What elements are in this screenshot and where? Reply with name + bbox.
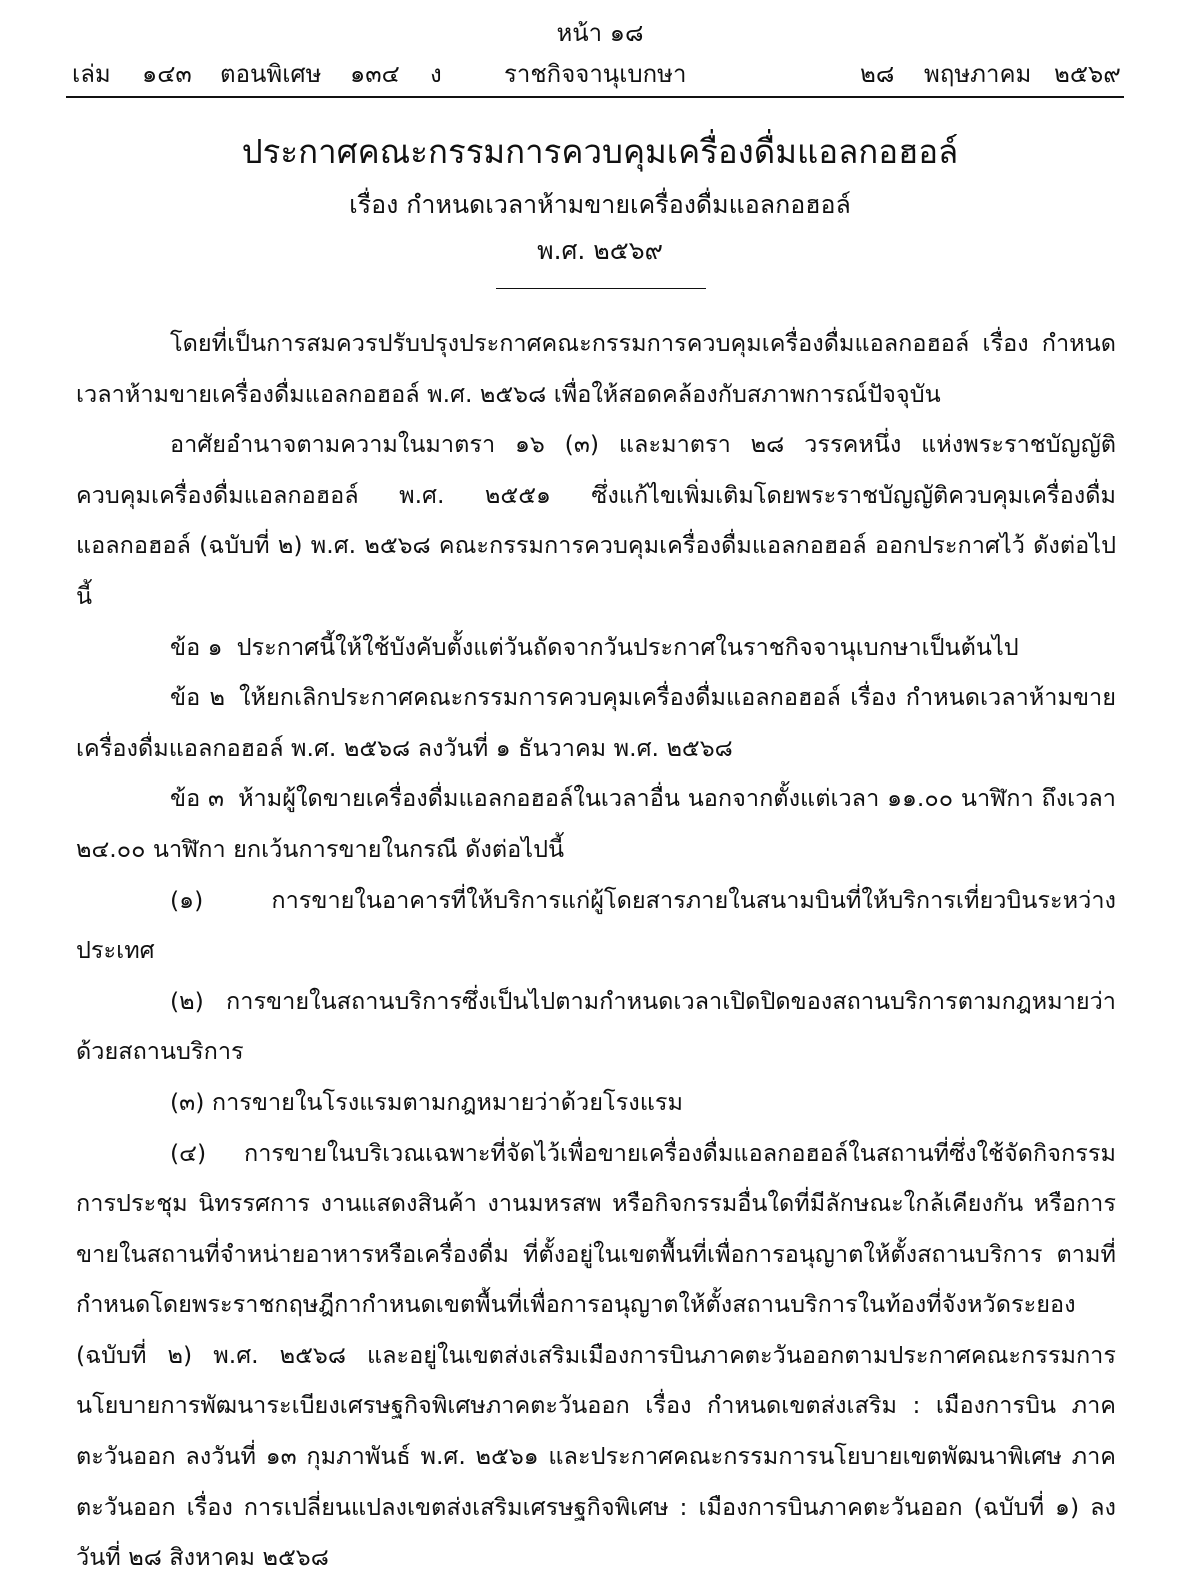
date-year: ๒๕๖๙ (1054, 60, 1121, 88)
issue-number: ๑๓๔ (350, 60, 400, 88)
date-month: พฤษภาคม (924, 60, 1032, 88)
exception-item-3: (๓) การขายในโรงแรมตามกฎหมายว่าด้วยโรงแรม (170, 1087, 683, 1116)
clause-3-label: ข้อ ๓ (170, 784, 225, 813)
announcement-title: ประกาศคณะกรรมการควบคุมเครื่องดื่มแอลกอฮอล์ (241, 132, 959, 171)
announcement-year: พ.ศ. ๒๕๖๙ (537, 236, 663, 265)
gazette-name: ราชกิจจานุเบกษา (504, 60, 687, 88)
clause-3-text: ห้ามผู้ใดขายเครื่องดื่มแอลกอฮอล์ในเวลาอื่น นอกจากตั้งแต่เวลา ๑๑.๐๐ นาฬิกา ถึงเวลา ๒๔.๐๐ นาฬิกา ยกเว้นการขายในกรณี ดังต่อไปนี้ (76, 784, 1116, 863)
volume-number: ๑๔๓ (142, 60, 192, 88)
clause-3 (76, 773, 1116, 874)
clause-1-label: ข้อ ๑ (170, 632, 223, 661)
clause-2-text: ให้ยกเลิกประกาศคณะกรรมการควบคุมเครื่องดื่มแอลกอฮอล์ เรื่อง กำหนดเวลาห้ามขายเครื่องดื่มแอลกอฮอล์ พ.ศ. ๒๕๖๘ ลงวันที่ ๑ ธันวาคม พ.ศ. ๒๕๖๘ (76, 683, 1117, 762)
clause-2-label: ข้อ ๒ (170, 683, 225, 712)
preamble-paragraph-1: โดยที่เป็นการสมควรปรับปรุงประกาศคณะกรรมการควบคุมเครื่องดื่มแอลกอฮอล์ เรื่อง กำหนดเวลาห้ามขายเครื่องดื่มแอลกอฮอล์ พ.ศ. ๒๕๖๘ เพื่อให้สอดคล้องกับสภาพการณ์ปัจจุบัน (76, 329, 1116, 408)
exception-item-4: (๔) การขายในบริเวณเฉพาะที่จัดไว้เพื่อขายเครื่องดื่มแอลกอฮอล์ในสถานที่ซึ่งใช้จัดกิจกรรม การประชุม นิทรรศการ งานแสดงสินค้า งานมหรสพ หรือกิจกรรมอื่นใดที่มีลักษณะใกล้เคียงกัน หรือการขายในสถานที่จำหน่ายอาหารหรือเครื่องดื่ม ที่ตั้งอยู่ในเขตพื้นที่เพื่อการอนุญาตให้ตั้งสถานบริการ ตามที่กำหนดโดยพระราชกฤษฎีกากำหนดเขตพื้นที่เพื่อการอนุญาตให้ตั้งสถานบริการในท้องที่จังหวัดระยอง (ฉบับที่ ๒) พ.ศ. ๒๕๖๘ และอยู่ในเขตส่งเสริมเมืองการบินภาคตะวันออกตามประกาศคณะกรรมการ นโยบายการพัฒนาระเบียงเศรษฐกิจพิเศษภาคตะวันออก เรื่อง กำหนดเขตส่งเสริม : เมืองการบิน ภาคตะวันออก ลงวันที่ ๑๓ กุมภาพันธ์ พ.ศ. ๒๕๖๑ และประกาศคณะกรรมการนโยบายเขตพัฒนาพิเศษ ภาคตะวันออก เรื่อง การเปลี่ยนแปลงเขตส่งเสริมเศรษฐกิจพิเศษ : เมืองการบินภาคตะวันออก (ฉบับที่ ๑) ลงวันที่ ๒๘ สิงหาคม ๒๕๖๘ (76, 1138, 1116, 1572)
announcement-body (76, 318, 1116, 1583)
page-number: หน้า ๑๘ (556, 19, 644, 47)
clause-1-text: ประกาศนี้ให้ใช้บังคับตั้งแต่วันถัดจากวันประกาศในราชกิจจานุเบกษาเป็นต้นไป (236, 632, 1019, 661)
preamble-paragraph-2: อาศัยอำนาจตามความในมาตรา ๑๖ (๓) และมาตรา ๒๘ วรรคหนึ่ง แห่งพระราชบัญญัติควบคุมเครื่องดื่มแอลกอฮอล์ พ.ศ. ๒๕๕๑ ซึ่งแก้ไขเพิ่มเติมโดยพระราชบัญญัติควบคุมเครื่องดื่มแอลกอฮอล์ (ฉบับที่ ๒) พ.ศ. ๒๕๖๘ คณะกรรมการควบคุมเครื่องดื่มแอลกอฮอล์ ออกประกาศไว้ ดังต่อไปนี้ (76, 430, 1116, 610)
exception-item-1: (๑) การขายในอาคารที่ให้บริการแก่ผู้โดยสารภายในสนามบินที่ให้บริการเที่ยวบินระหว่างประเทศ (76, 885, 1116, 965)
clause-2 (76, 672, 1116, 773)
issue-section: ง (430, 60, 442, 88)
title-divider (496, 288, 706, 289)
issue-label: ตอนพิเศษ (220, 60, 322, 88)
date-day: ๒๘ (860, 60, 895, 88)
clause-1 (76, 622, 1116, 673)
announcement-subject: เรื่อง กำหนดเวลาห้ามขายเครื่องดื่มแอลกอฮอล์ (349, 190, 851, 219)
header-divider (66, 96, 1124, 98)
volume-label: เล่ม (72, 60, 111, 88)
exception-item-2: (๒) การขายในสถานบริการซึ่งเป็นไปตามกำหนดเวลาเปิดปิดของสถานบริการตามกฎหมายว่าด้วยสถานบริการ (76, 986, 1116, 1066)
gazette-header (72, 56, 1124, 92)
